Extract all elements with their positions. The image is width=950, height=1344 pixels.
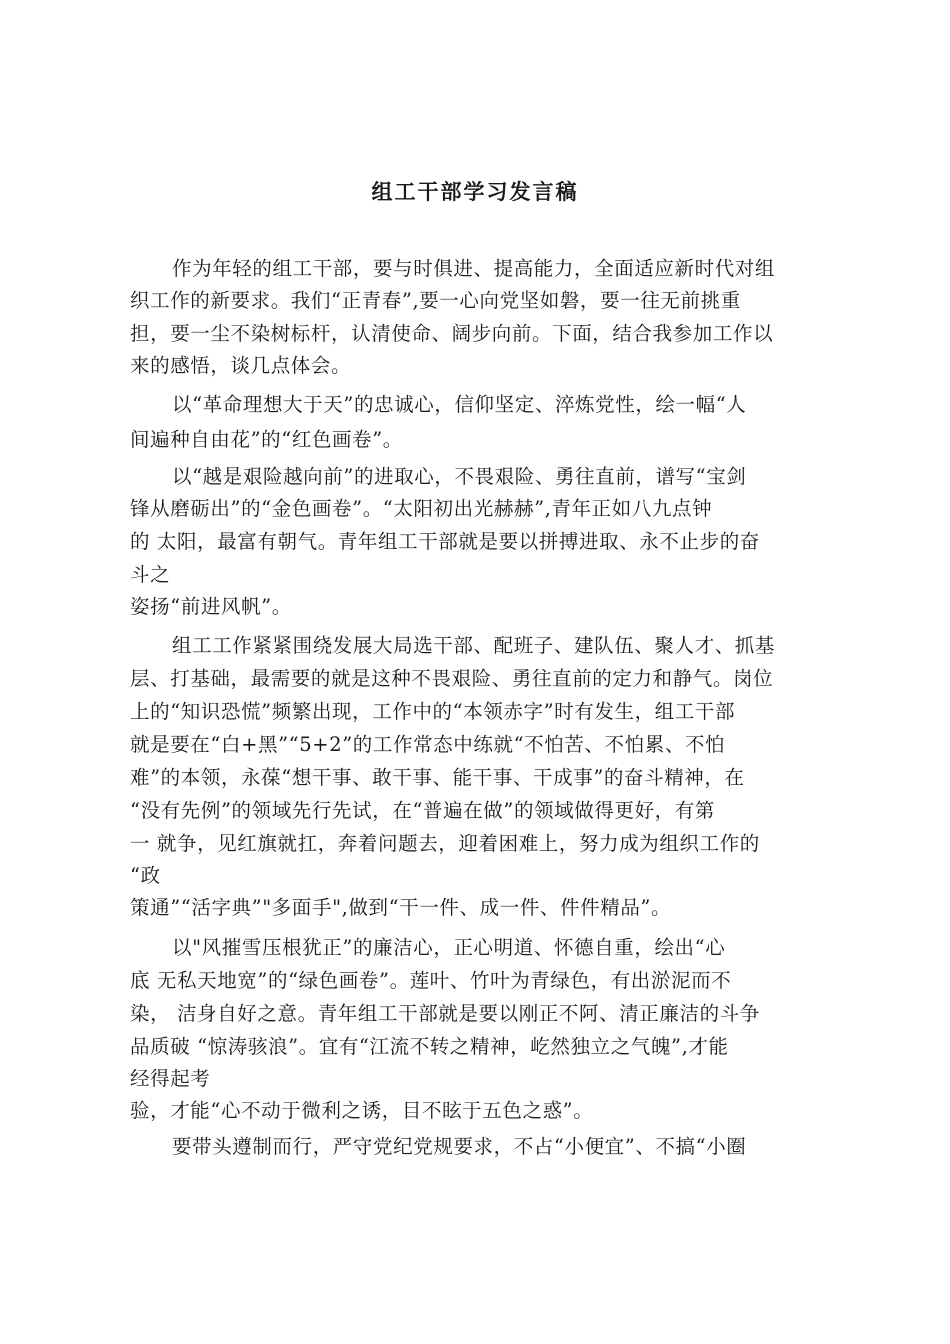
text-line: 染， 洁身自好之意。青年组工干部就是要以刚正不阿、清正廉洁的斗争 bbox=[130, 1002, 760, 1025]
text-line: 要带头遵制而行，严守党纪党规要求，不占“小便宜”、不搞“小圈 bbox=[172, 1135, 747, 1158]
text-line: 来的感悟，谈几点体会。 bbox=[130, 354, 352, 377]
document-title: 组工干部学习发言稿 bbox=[371, 179, 579, 204]
text-line: 验，才能“心不动于微利之诱，目不眩于五色之惑”。 bbox=[130, 1099, 594, 1122]
text-line: 难”的本领，永葆“想干事、敢干事、能干事、干成事”的奋斗精神，在 bbox=[130, 766, 745, 789]
text-line: 层、打基础，最需要的就是这种不畏艰险、勇往直前的定力和静气。岗位 bbox=[130, 667, 774, 690]
text-line: 作为年轻的组工干部，要与时俱进、提高能力，全面适应新时代对组 bbox=[172, 257, 776, 280]
text-line: 以“越是艰险越向前”的进取心，不畏艰险、勇往直前，谱写“宝剑 bbox=[172, 465, 747, 488]
text-line: 一 就争，见红旗就扛，奔着问题去，迎着困难上，努力成为组织工作的 bbox=[130, 832, 760, 855]
text-line: 织工作的新要求。我们“正青春”,要一心向党坚如磐，要一往无前挑重 bbox=[130, 289, 741, 312]
text-line: 斗之 bbox=[130, 563, 171, 586]
text-line: 以“革命理想大于天”的忠诚心，信仰坚定、淬炼党性，绘一幅“人 bbox=[172, 393, 747, 416]
text-line: 经得起考 bbox=[130, 1067, 211, 1090]
text-line: 担，要一尘不染树标杆，认清使命、阔步向前。下面，结合我参加工作以 bbox=[130, 322, 774, 345]
text-line: 间遍种自由花”的“红色画卷”。 bbox=[130, 428, 403, 451]
text-line: 姿扬“前进风帆”。 bbox=[130, 595, 292, 618]
text-line: 品质破 “惊涛骇浪”。宜有“江流不转之精神，屹然独立之气魄”,才能 bbox=[130, 1035, 729, 1058]
text-line: 锋从磨砺出”的“金色画卷”。“太阳初出光赫赫”,青年正如八九点钟 bbox=[130, 497, 713, 520]
text-line: 策通”“活字典”"多面手",做到“干一件、成一件、件件精品”。 bbox=[130, 896, 672, 919]
text-line: 组工工作紧紧围绕发展大局选干部、配班子、建队伍、聚人才、抓基 bbox=[172, 634, 776, 657]
text-line: “没有先例”的领域先行先试，在“普遍在做”的领域做得更好，有第 bbox=[130, 799, 715, 822]
text-line: 就是要在“白+黑”“5+2”的工作常态中练就“不怕苦、不怕累、不怕 bbox=[130, 733, 726, 756]
text-line: 的 太阳，最富有朝气。青年组工干部就是要以拼搏进取、永不止步的奋 bbox=[130, 530, 760, 553]
text-line: 以"风摧雪压根犹正”的廉洁心，正心明道、怀德自重，绘出“心 bbox=[172, 936, 726, 959]
text-line: “政 bbox=[130, 864, 161, 887]
text-line: 底 无私天地宽”的“绿色画卷”。莲叶、竹叶为青绿色，有出淤泥而不 bbox=[130, 969, 732, 992]
text-line: 上的“知识恐慌”频繁出现，工作中的“本领赤字”时有发生，组工干部 bbox=[130, 700, 736, 723]
